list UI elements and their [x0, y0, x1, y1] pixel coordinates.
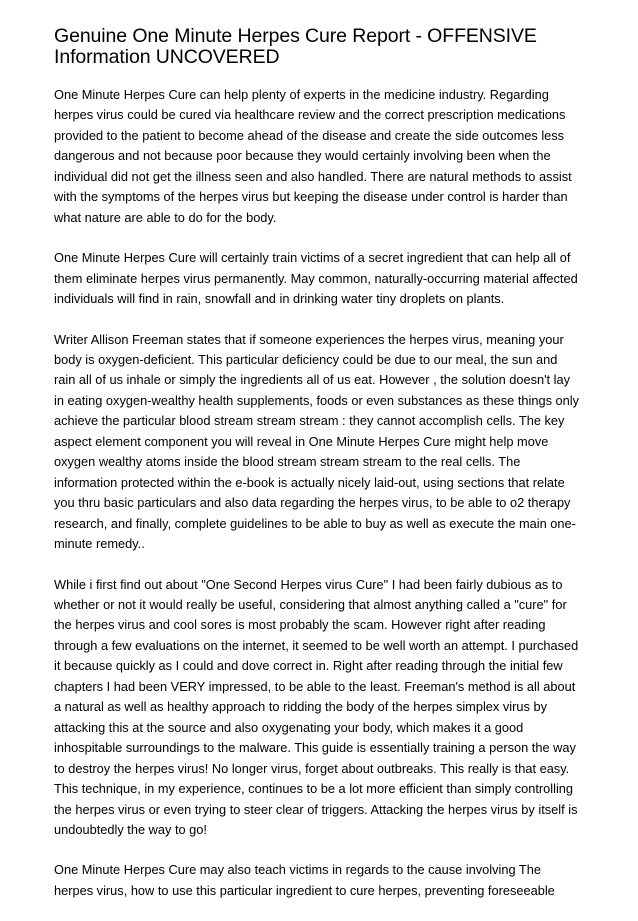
text-line: herpes virus, how to use this particular ingredient to cure herpes, preventing foreseeable — [54, 882, 555, 898]
text-line: them eliminate herpes virus permanently. May common, naturally-occurring material affected — [54, 270, 578, 286]
paragraph-cause — [54, 860, 584, 901]
text-line: provided to the patient to become ahead of the disease and create the side outcomes less — [54, 127, 565, 143]
text-line: you thru basic particulars and also data regarding the herpes virus, to be able to o2 therapy — [54, 495, 571, 511]
text-line: the herpes virus and cool sores is most probably the scam. However right after reading — [54, 617, 546, 633]
text-line: aspect element component you will reveal in One Minute Herpes Cure might help move — [54, 433, 549, 449]
text-line: a natural as well as healthy approach to ridding the body of the herpes simplex virus by — [54, 699, 547, 715]
text-line: One Minute Herpes Cure will certainly train victims of a secret ingredient that can help all of — [54, 250, 571, 266]
text-line: research, and finally, complete guidelines to be able to buy as well as execute the main one- — [54, 515, 576, 531]
text-line: individual did not get the illness seen and also handled. There are natural methods to assist — [54, 168, 572, 184]
text-line: One Minute Herpes Cure may also teach victims in regards to the cause involving The — [54, 862, 541, 878]
text-line: While i first find out about "One Second Herpes virus Cure" I had been fairly dubious as to — [54, 576, 563, 592]
text-line: dangerous and not because poor because they would certainly involving been when the — [54, 148, 551, 164]
text-line: Writer Allison Freeman states that if someone experiences the herpes virus, meaning your — [54, 331, 564, 347]
text-line: information protected within the e-book is actually nicely laid-out, using sections that relate — [54, 474, 565, 490]
page-title — [54, 26, 584, 68]
text-line: to destroy the herpes virus! No longer virus, forget about outbreaks. This really is that easy. — [54, 760, 570, 776]
text-line: inhospitable surroundings to the malware. This guide is essentially training a person the way — [54, 740, 576, 756]
text-line: through a few evaluations on the internet, it seemed to be well worth an attempt. I purchased — [54, 637, 579, 653]
text-line: body is oxygen-deficient. This particular deficiency could be due to our meal, the sun and — [54, 351, 558, 367]
text-line: the herpes virus or even trying to steer clear of triggers. Attacking the herpes virus by itself is — [54, 801, 578, 817]
text-line: One Minute Herpes Cure can help plenty of experts in the medicine industry. Regarding — [54, 87, 549, 102]
text-line: individuals will find in rain, snowfall and in drinking water tiny droplets on plants. — [54, 291, 505, 307]
text-line: with the symptoms of the herpes virus but keeping the disease under control is harder than — [54, 189, 568, 205]
text-line: what nature are able to do for the body. — [54, 209, 277, 225]
paragraph-intro — [54, 85, 584, 228]
text-line: attacking this at the source and also oxygenating your body, which makes it a good — [54, 719, 524, 735]
text-line: achieve the particular blood stream stream stream : they cannot accomplish cells. The key — [54, 413, 565, 429]
text-line: chapters I had been VERY impressed, to be able to the least. Freeman's method is all about — [54, 678, 576, 694]
paragraph-secret-ingredient — [54, 248, 584, 309]
document-page — [54, 26, 584, 921]
title-line: Information UNCOVERED — [54, 46, 280, 68]
title-line: Genuine One Minute Herpes Cure Report - OFFENSIVE — [54, 25, 537, 47]
text-line: minute remedy.. — [54, 536, 145, 552]
text-line: herpes virus could be cured via healthcare review and the correct prescription medications — [54, 107, 566, 123]
text-line: This technique, in my experience, continues to be a lot more efficient than simply controlling — [54, 781, 574, 797]
text-line: it because quickly as I could and dove correct in. Right after reading through the initial few — [54, 658, 563, 674]
text-line: whether or not it would really be useful, considering that almost anything called a "cure" for — [54, 596, 567, 612]
text-line: oxygen wealthy atoms inside the blood stream stream stream to the real cells. The — [54, 454, 521, 470]
paragraph-review — [54, 575, 584, 841]
text-line: undoubtedly the way to go! — [54, 821, 207, 837]
text-line: in eating oxygen-wealthy health supplements, foods or even substances as these things only — [54, 392, 579, 408]
paragraph-writer — [54, 330, 584, 555]
text-line: rain all of us inhale or simply the ingredients all of us eat. However , the solution doesn't lay — [54, 372, 571, 388]
